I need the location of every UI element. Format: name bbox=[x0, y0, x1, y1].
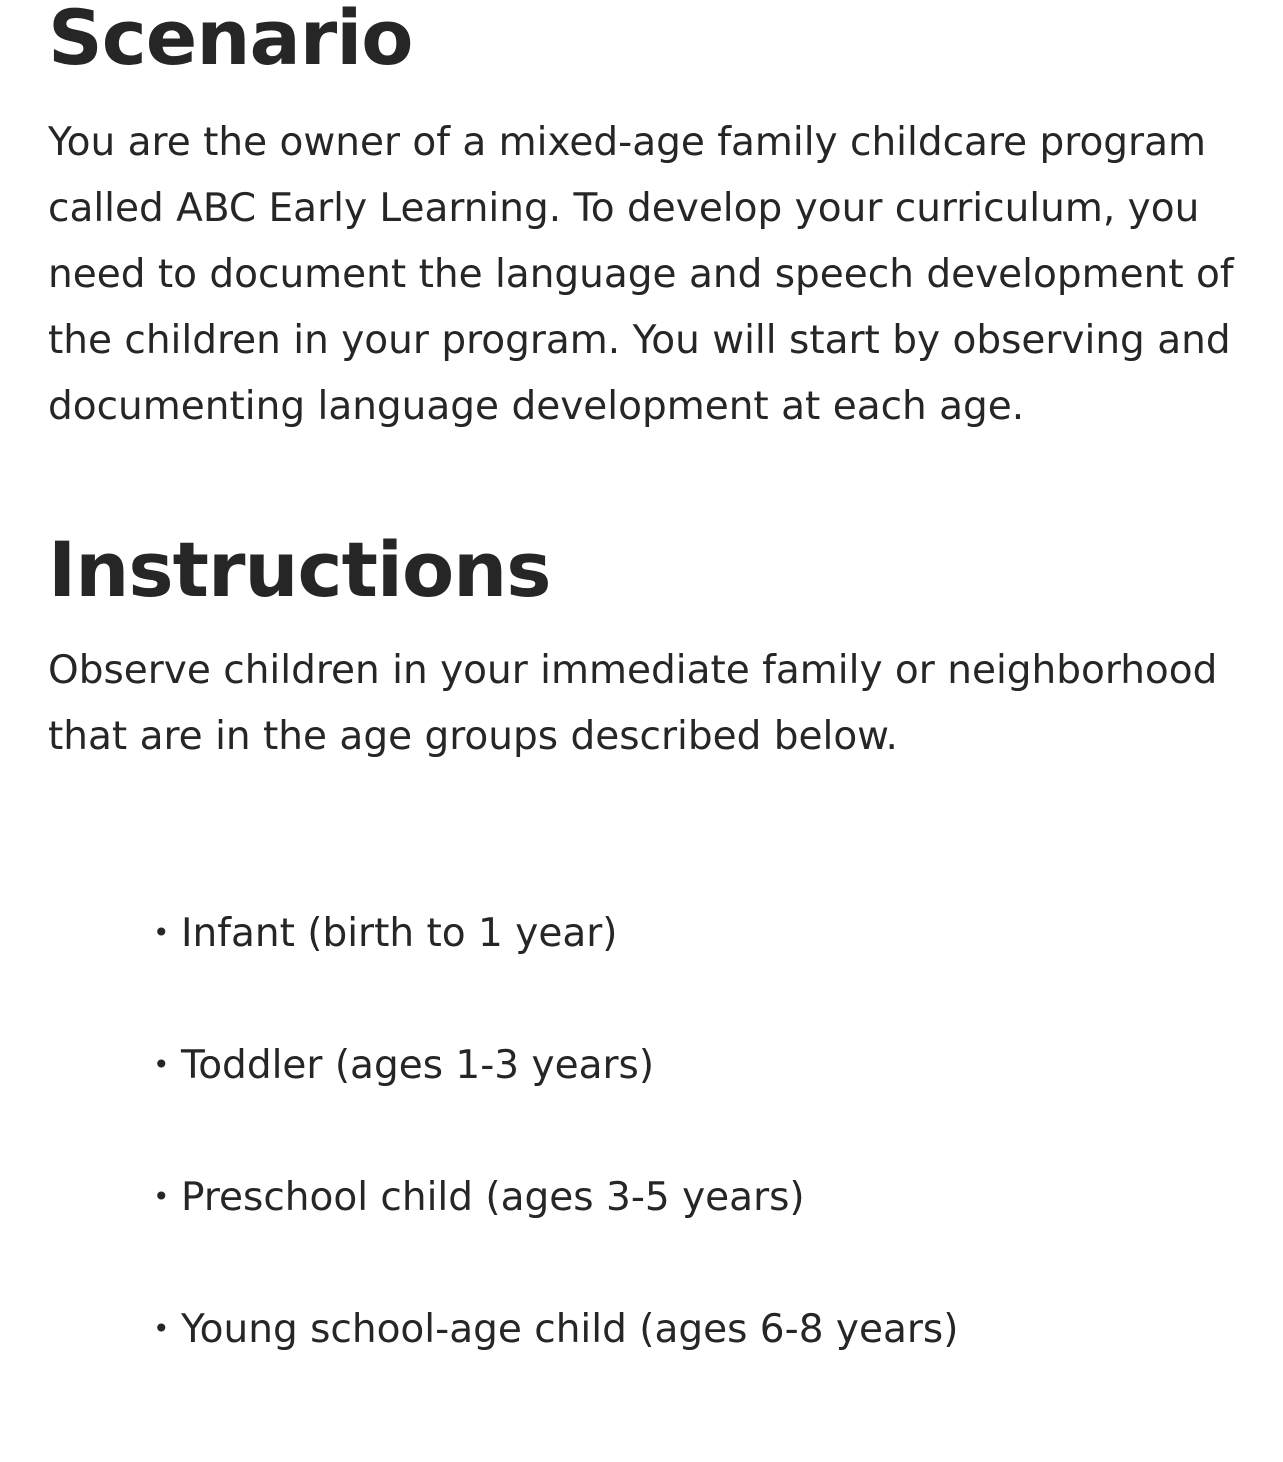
age-group-item-school-age bbox=[153, 1296, 958, 1428]
bullet-icon: • bbox=[153, 1180, 170, 1213]
age-group-label: Preschool child (ages 3-5 years) bbox=[181, 1175, 805, 1220]
age-group-item-toddler bbox=[153, 1032, 958, 1164]
bullet-icon: • bbox=[153, 1048, 170, 1081]
age-group-label: Young school-age child (ages 6-8 years) bbox=[181, 1307, 959, 1352]
age-group-list bbox=[153, 900, 958, 1428]
age-group-label: Infant (birth to 1 year) bbox=[181, 911, 618, 956]
age-group-label: Toddler (ages 1-3 years) bbox=[181, 1043, 655, 1088]
bullet-icon: • bbox=[153, 916, 170, 949]
scenario-paragraph: You are the owner of a mixed-age family childcare program called ABC Early Learning. To develop your curriculum, you need to document the language and speech development of the children in your program. You will start by observing and documenting language development at each age. bbox=[48, 120, 1234, 429]
age-group-item-preschool bbox=[153, 1164, 958, 1296]
instructions-heading: Instructions bbox=[48, 525, 551, 614]
bullet-icon: • bbox=[153, 1312, 170, 1345]
instructions-paragraph: Observe children in your immediate family or neighborhood that are in the age groups described below. bbox=[48, 648, 1218, 759]
age-group-item-infant bbox=[153, 900, 958, 1032]
scenario-heading: Scenario bbox=[48, 0, 413, 82]
